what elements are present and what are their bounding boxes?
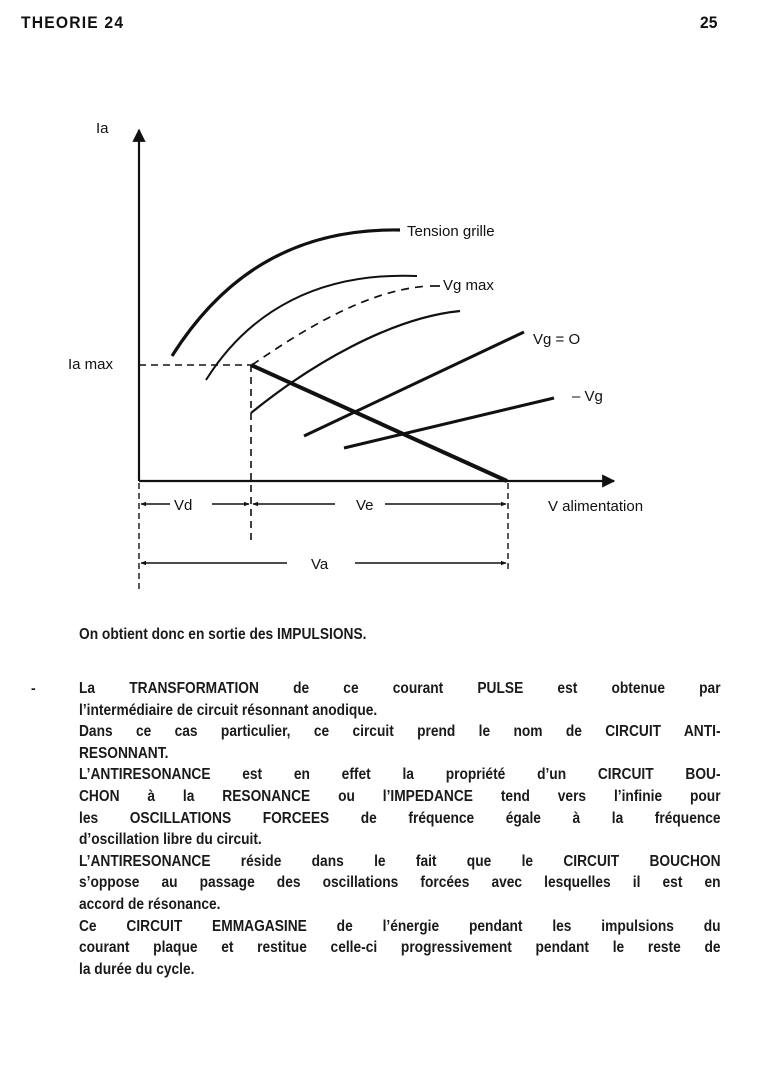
ia-max-label: Ia max (68, 356, 114, 373)
text-line: L’ANTIRESONANCE réside dans le fait que le CIRCUIT BOUCHON (79, 852, 721, 870)
load-line (251, 365, 507, 481)
text-line: accord de résonance. (79, 895, 221, 913)
text-line: RESONNANT. (79, 744, 169, 762)
text-line: d’oscillation libre du circuit. (79, 831, 262, 849)
text-line: CHON à la RESONANCE ou l’IMPEDANCE tend vers l’infinie pour (79, 787, 721, 805)
text-line: l’intermédiaire de circuit résonnant anodique. (79, 701, 378, 719)
curve-tension-grille (172, 230, 400, 356)
x-axis-label: V alimentation (548, 498, 644, 515)
bullet-marker: - (31, 680, 36, 696)
label-vd: Vd (174, 497, 193, 514)
label-minus-vg: – Vg (572, 388, 603, 405)
page-number: 25 (700, 13, 718, 32)
text-line: la durée du cycle. (79, 960, 195, 978)
text-line: les OSCILLATIONS FORCEES de fréquence égale à la fréquence (79, 809, 721, 827)
curve-middle (251, 311, 460, 413)
text-line: L’ANTIRESONANCE est en effet la propriété d’un CIRCUIT BOU- (79, 766, 721, 784)
label-va: Va (311, 556, 329, 573)
text-line: La TRANSFORMATION de ce courant PULSE est obtenue par (79, 680, 721, 697)
curve-vg-zero (304, 332, 524, 436)
y-axis-label: Ia (96, 120, 109, 137)
text-line: Dans ce cas particulier, ce circuit prend le nom de CIRCUIT ANTI- (79, 723, 721, 741)
intro-paragraph (79, 624, 721, 646)
intro-line: On obtient donc en sortie des IMPULSIONS. (79, 626, 367, 643)
section-title: THEORIE 24 (21, 13, 125, 32)
text-line: Ce CIRCUIT EMMAGASINE de l’énergie pendant les impulsions du (79, 917, 721, 935)
text-line: s’oppose au passage des oscillations forcées avec lesquelles il est en (79, 874, 721, 892)
main-paragraph (79, 678, 721, 980)
label-vg-zero: Vg = O (533, 331, 581, 348)
label-vg-max: Vg max (443, 277, 494, 294)
label-tension-grille: Tension grille (407, 223, 495, 240)
text-line: courant plaque et restitue celle-ci progressivement pendant le reste de (79, 939, 721, 957)
label-ve: Ve (356, 497, 374, 514)
